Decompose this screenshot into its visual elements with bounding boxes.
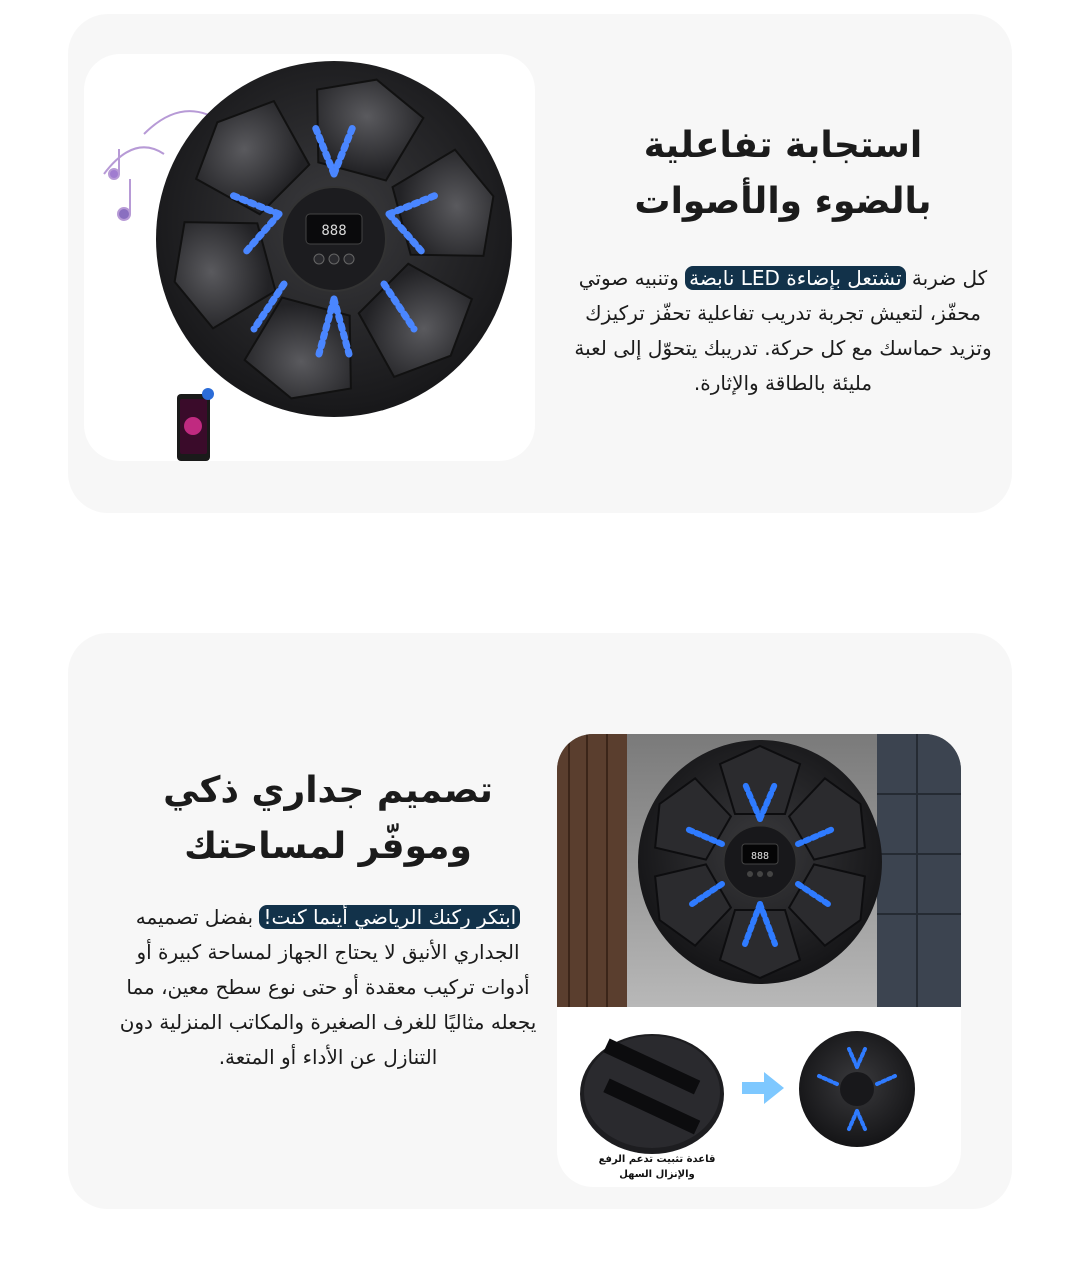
section2-title-line1: تصميم جداري ذكي	[163, 770, 493, 811]
score-display: 888	[321, 223, 347, 239]
product-image-led	[84, 54, 535, 461]
section1-title-line1: استجابة تفاعلية	[643, 125, 923, 166]
arrow-right-icon	[742, 1072, 784, 1104]
mount-caption	[577, 1152, 737, 1182]
feature-card-wall-mount	[68, 633, 1012, 1209]
caption-line1: قاعدة تثبيت تدعم الرفع	[598, 1154, 716, 1165]
score-display: 888	[750, 851, 770, 862]
product-image-wall	[557, 734, 961, 1187]
section2-title-line2: وموفّر لمساحتك	[184, 826, 472, 867]
feature-card-interactive	[68, 14, 1012, 513]
section1-title-line2: بالضوء والأصوات	[634, 181, 932, 222]
para-highlight: ابتكر ركنك الرياضي أينما كنت!	[259, 905, 520, 929]
caption-line2: والإنزال السهل	[619, 1169, 695, 1180]
phone-icon	[177, 394, 210, 461]
section1-title	[573, 118, 993, 230]
section2-description	[118, 900, 538, 1075]
section2-title	[118, 763, 538, 875]
section1-description	[573, 261, 993, 401]
para-prefix: كل ضربة	[911, 266, 988, 290]
para-body: بفضل تصميمه الجداري الأنيق لا يحتاج الجهاز لمساحة كبيرة أو أدوات تركيب معقدة أو حتى نوع سطح معين، مما يجعله مثاليًا للغرف الصغيرة والمكاتب المنزلية دون التنازل عن الأداء أو المتعة.	[119, 905, 537, 1069]
para-highlight: تشتعل بإضاءة LED نابضة	[685, 266, 905, 290]
mount-base-illustration	[580, 1034, 724, 1154]
para-body: وتنبيه صوتي محفّز، لتعيش تجربة تدريب تفاعلية تحفّز تركيزك وتزيد حماسك مع كل حركة. تدريبك يتحوّل إلى لعبة مليئة بالطاقة والإثارة.	[574, 266, 992, 395]
bluetooth-icon	[202, 388, 214, 400]
